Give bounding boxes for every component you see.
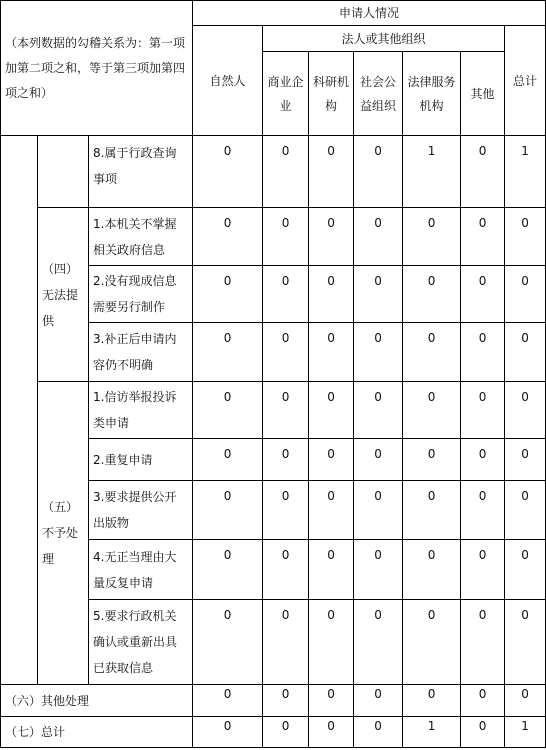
cell-legal-service: 0 xyxy=(403,439,461,481)
cell-business: 0 xyxy=(263,540,309,600)
cell-research: 0 xyxy=(309,323,354,382)
cell-natural-person: 0 xyxy=(193,266,263,323)
cell-research: 0 xyxy=(309,382,354,439)
col-header-natural-person: 自然人 xyxy=(193,26,263,136)
table-row xyxy=(1,717,546,748)
cell-natural-person: 0 xyxy=(193,323,263,382)
section-continuation-cell xyxy=(1,136,38,685)
cell-total: 0 xyxy=(505,439,546,481)
cell-other: 0 xyxy=(461,685,505,717)
cell-total: 0 xyxy=(505,323,546,382)
cell-social-welfare: 0 xyxy=(354,266,403,323)
row-label: 3.要求提供公开出版物 xyxy=(89,481,193,540)
cell-research: 0 xyxy=(309,439,354,481)
cell-total: 1 xyxy=(505,136,546,208)
table-row xyxy=(1,382,546,439)
cell-other: 0 xyxy=(461,136,505,208)
cell-social-welfare: 0 xyxy=(354,481,403,540)
cell-social-welfare: 0 xyxy=(354,136,403,208)
cell-research: 0 xyxy=(309,600,354,685)
cell-other: 0 xyxy=(461,208,505,266)
cell-legal-service: 0 xyxy=(403,481,461,540)
cell-research: 0 xyxy=(309,208,354,266)
cell-total: 1 xyxy=(505,717,546,748)
cell-total: 0 xyxy=(505,208,546,266)
row-label: 4.无正当理由大量反复申请 xyxy=(89,540,193,600)
group-continuation-cell xyxy=(38,136,89,208)
row-label: 2.重复申请 xyxy=(89,439,193,481)
col-header-social-welfare: 社会公益组织 xyxy=(354,52,403,136)
cell-legal-service: 0 xyxy=(403,382,461,439)
cell-business: 0 xyxy=(263,266,309,323)
cell-legal-service: 0 xyxy=(403,540,461,600)
row-label: 3.补正后申请内容仍不明确 xyxy=(89,323,193,382)
cell-legal-service: 1 xyxy=(403,136,461,208)
col-header-legal-service: 法律服务机构 xyxy=(403,52,461,136)
row-label: （七）总计 xyxy=(1,717,193,748)
cell-natural-person: 0 xyxy=(193,540,263,600)
cell-business: 0 xyxy=(263,208,309,266)
col-header-business: 商业企业 xyxy=(263,52,309,136)
cell-other: 0 xyxy=(461,266,505,323)
cell-social-welfare: 0 xyxy=(354,208,403,266)
cell-natural-person: 0 xyxy=(193,717,263,748)
cell-legal-service: 0 xyxy=(403,208,461,266)
cell-other: 0 xyxy=(461,382,505,439)
cell-legal-service: 0 xyxy=(403,266,461,323)
col-header-research: 科研机构 xyxy=(309,52,354,136)
cell-research: 0 xyxy=(309,540,354,600)
cell-business: 0 xyxy=(263,382,309,439)
col-header-other: 其他 xyxy=(461,52,505,136)
row-label: 2.没有现成信息需要另行制作 xyxy=(89,266,193,323)
cell-natural-person: 0 xyxy=(193,481,263,540)
cell-total: 0 xyxy=(505,685,546,717)
cell-other: 0 xyxy=(461,600,505,685)
cell-business: 0 xyxy=(263,600,309,685)
cell-business: 0 xyxy=(263,439,309,481)
cell-business: 0 xyxy=(263,717,309,748)
cell-research: 0 xyxy=(309,136,354,208)
cell-total: 0 xyxy=(505,600,546,685)
row-label: 1.信访举报投诉类申请 xyxy=(89,382,193,439)
table-corner-note: （本列数据的勾稽关系为：第一项加第二项之和，等于第三项加第四项之和） xyxy=(1,1,193,136)
cell-social-welfare: 0 xyxy=(354,540,403,600)
cell-natural-person: 0 xyxy=(193,136,263,208)
row-label: 5.要求行政机关确认或重新出具已获取信息 xyxy=(89,600,193,685)
cell-natural-person: 0 xyxy=(193,600,263,685)
cell-research: 0 xyxy=(309,481,354,540)
cell-social-welfare: 0 xyxy=(354,717,403,748)
cell-legal-service: 0 xyxy=(403,323,461,382)
cell-social-welfare: 0 xyxy=(354,439,403,481)
cell-social-welfare: 0 xyxy=(354,600,403,685)
cell-other: 0 xyxy=(461,717,505,748)
row-label: （六）其他处理 xyxy=(1,685,193,717)
row-label: 1.本机关不掌握相关政府信息 xyxy=(89,208,193,266)
cell-research: 0 xyxy=(309,266,354,323)
cell-total: 0 xyxy=(505,266,546,323)
cell-other: 0 xyxy=(461,481,505,540)
cell-research: 0 xyxy=(309,685,354,717)
header-applicant-situation: 申请人情况 xyxy=(193,1,546,26)
cell-business: 0 xyxy=(263,136,309,208)
group-not-processed: （五）不予处理 xyxy=(38,382,89,685)
cell-legal-service: 0 xyxy=(403,685,461,717)
cell-research: 0 xyxy=(309,717,354,748)
cell-legal-service: 0 xyxy=(403,600,461,685)
cell-social-welfare: 0 xyxy=(354,685,403,717)
group-cannot-provide: （四）无法提供 xyxy=(38,208,89,382)
cell-total: 0 xyxy=(505,382,546,439)
cell-business: 0 xyxy=(263,323,309,382)
cell-other: 0 xyxy=(461,439,505,481)
cell-total: 0 xyxy=(505,540,546,600)
cell-business: 0 xyxy=(263,685,309,717)
cell-other: 0 xyxy=(461,323,505,382)
cell-social-welfare: 0 xyxy=(354,323,403,382)
cell-business: 0 xyxy=(263,481,309,540)
col-header-total: 总计 xyxy=(505,26,546,136)
cell-total: 0 xyxy=(505,481,546,540)
table-row xyxy=(1,685,546,717)
cell-natural-person: 0 xyxy=(193,685,263,717)
table-row xyxy=(1,136,546,208)
cell-natural-person: 0 xyxy=(193,208,263,266)
header-legal-person-group: 法人或其他组织 xyxy=(263,26,505,52)
cell-social-welfare: 0 xyxy=(354,382,403,439)
cell-other: 0 xyxy=(461,540,505,600)
table-row xyxy=(1,208,546,266)
cell-natural-person: 0 xyxy=(193,439,263,481)
row-label: 8.属于行政查询事项 xyxy=(89,136,193,208)
cell-natural-person: 0 xyxy=(193,382,263,439)
cell-legal-service: 1 xyxy=(403,717,461,748)
